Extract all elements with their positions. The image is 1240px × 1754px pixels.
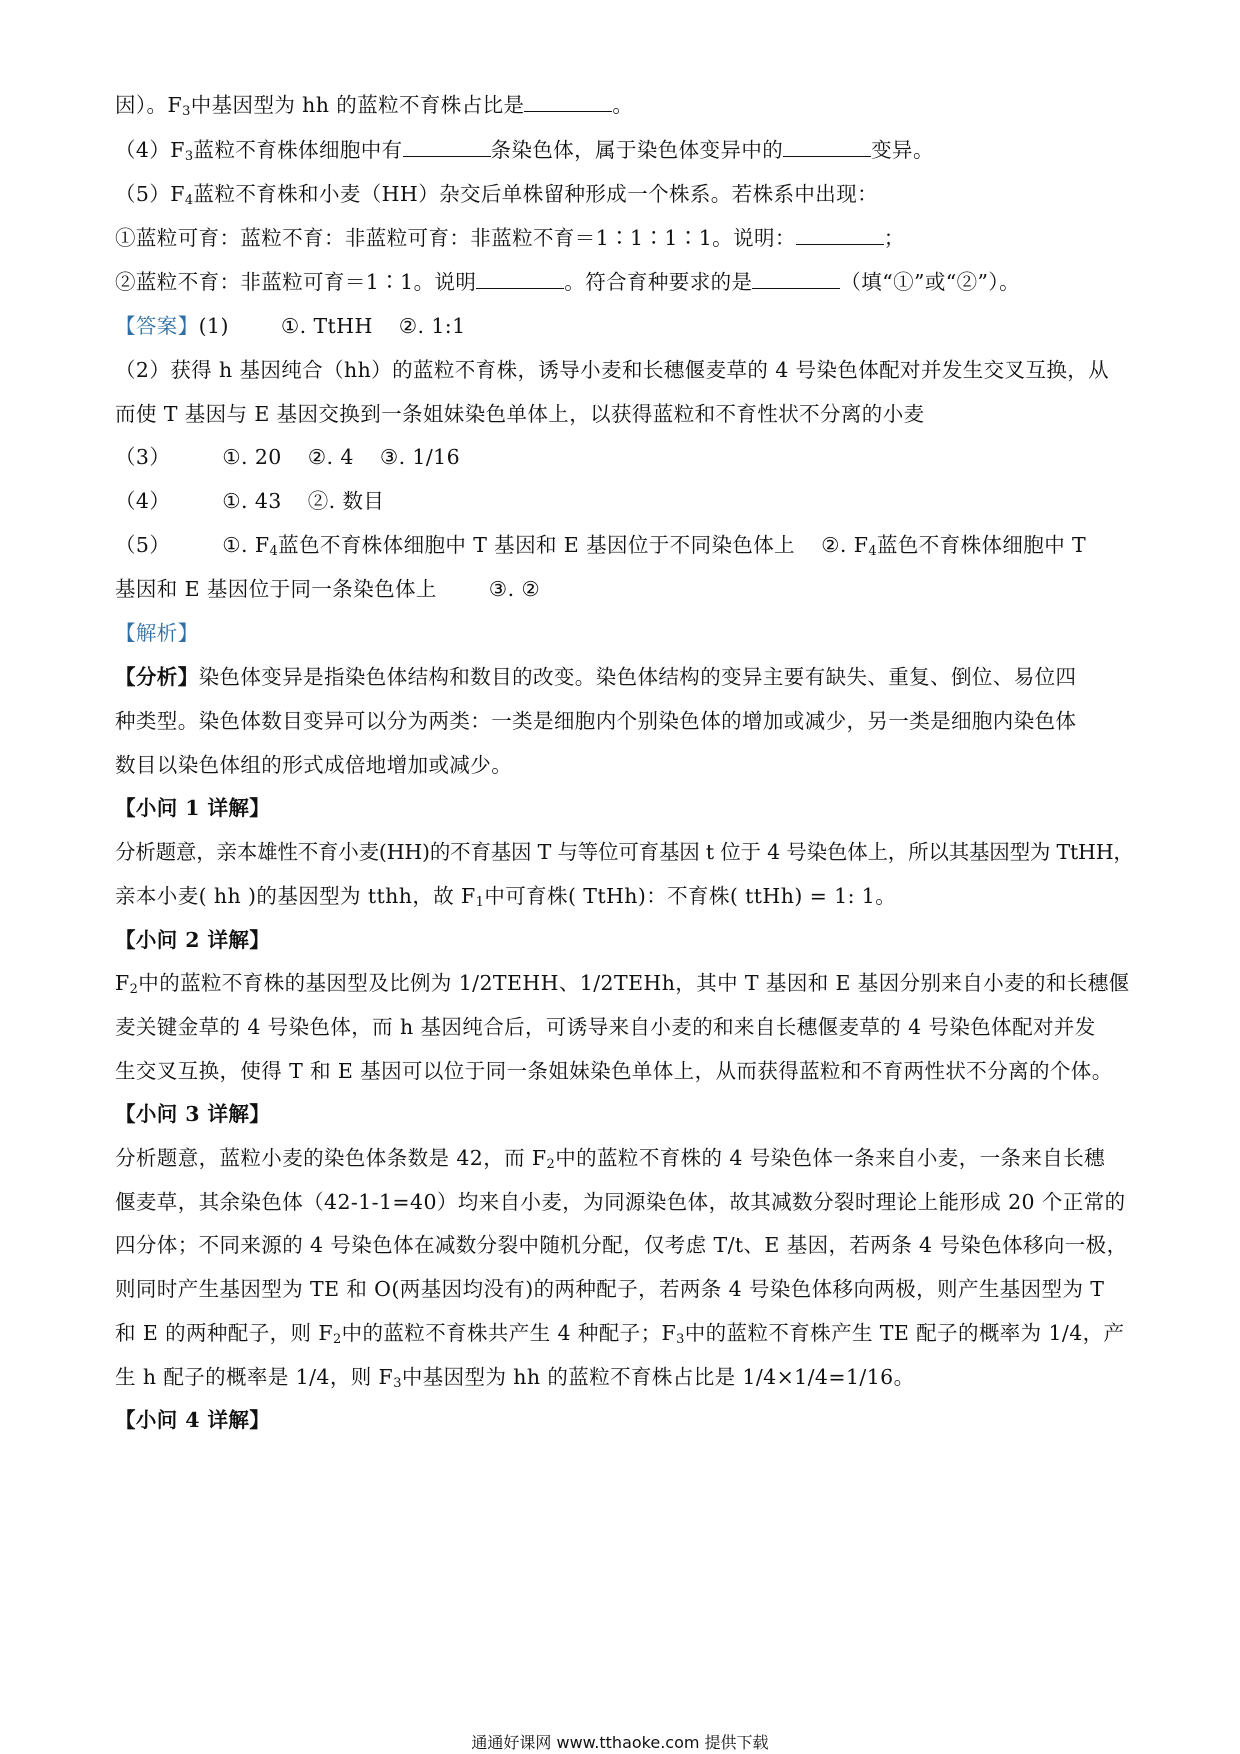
q3-line-6: 生 h 配子的概率是 1/4，则 $F_3$中基因型为 hh 的蓝粒不育株占比是 1/4×1/4=1/16。	[115, 1365, 915, 1391]
answer-tag: 【答案】	[115, 314, 199, 338]
answer-blank	[524, 93, 612, 112]
answer-line-2-cont: 而使 T 基因与 E 基因交换到一条姐妹染色单体上，以获得蓝粒和不育性状不分离的小麦	[115, 402, 925, 426]
page-footer: 通通好课网 www.tthaoke.com 提供下载	[471, 1733, 769, 1752]
question-line-3-end: 因）。$F_3$中基因型为 hh 的蓝粒不育株占比是 。	[115, 93, 634, 119]
q3-line-1: 分析题意，蓝粒小麦的染色体条数是 42，而 $F_2$中的蓝粒不育株的 4 号染色体一条来自小麦，一条来自长穗	[115, 1146, 1105, 1172]
answer-line-4: （4） ①. 43 ②. 数目	[115, 489, 385, 513]
question-5-option-2: ②蓝粒不育：非蓝粒可育＝1∶1。说明 。符合育种要求的是 （填“①”或“②”）。	[115, 270, 1020, 294]
q2-heading: 【小问 2 详解】	[115, 928, 271, 952]
q3-line-5: 和 E 的两种配子，则 $F_2$中的蓝粒不育株共产生 4 种配子；$F_3$中的蓝粒不育株产生 TE 配子的概率为 1/4，产	[115, 1321, 1125, 1347]
answer-blank	[476, 270, 564, 289]
answer-line-3: （3） ①. 20 ②. 4 ③. 1/16	[115, 445, 461, 469]
answer-line-5: （5） ①. $F_4$蓝色不育株体细胞中 T 基因和 E 基因位于不同染色体上 ②. $F_4$蓝色不育株体细胞中 T	[115, 533, 1087, 559]
answer-line-2: （2）获得 h 基因纯合（hh）的蓝粒不育株，诱导小麦和长穗偃麦草的 4 号染色体配对并发生交叉互换，从	[115, 358, 1110, 382]
answer-blank	[783, 138, 871, 157]
answer-blank	[752, 270, 840, 289]
question-4: $(4)F_3$蓝粒不育株体细胞中有 条染色体，属于染色体变异中的 变异。	[115, 138, 934, 164]
q2-line-1: $F_2$中的蓝粒不育株的基因型及比例为 1/2TEHH、1/2TEHh，其中 T 基因和 E 基因分别来自小麦的和长穗偃	[115, 971, 1130, 997]
q1-line-2: 亲本小麦( hh )的基因型为 tthh，故 $F_1$中可育株( TtHh)：不育株( ttHh) = 1: 1。	[115, 884, 897, 910]
answer-blank	[403, 138, 491, 157]
answer-blank	[796, 226, 884, 245]
analysis-para-1: 【分析】染色体变异是指染色体结构和数目的改变。染色体结构的变异主要有缺失、重复、倒位、易位四	[115, 665, 1077, 689]
analysis-para-2: 种类型。染色体数目变异可以分为两类：一类是细胞内个别染色体的增加或减少，另一类是细胞内染色体	[115, 709, 1077, 733]
q3-line-4: 则同时产生基因型为 TE 和 O(两基因均没有)的两种配子，若两条 4 号染色体移向两极，则产生基因型为 T	[115, 1277, 1105, 1301]
analysis-heading	[115, 618, 1135, 648]
q3-line-3: 四分体；不同来源的 4 号染色体在减数分裂中随机分配，仅考虑 T/t、E 基因，若两条 4 号染色体移向一极，	[115, 1233, 1128, 1257]
analysis-sub-tag: 【分析】	[115, 665, 199, 689]
q4-heading: 【小问 4 详解】	[115, 1408, 271, 1432]
analysis-tag: 【解析】	[115, 621, 199, 645]
q3-heading: 【小问 3 详解】	[115, 1102, 271, 1126]
q2-line-2: 麦关键金草的 4 号染色体，而 h 基因纯合后，可诱导来自小麦的和来自长穗偃麦草的 4 号染色体配对并发	[115, 1015, 1096, 1039]
q1-line-1: 分析题意，亲本雄性不育小麦(HH)的不育基因 T 与等位可育基因 t 位于 4 号染色体上，所以其基因型为 TtHH，	[115, 840, 1134, 864]
question-5: $(5)F_4$蓝粒不育株和小麦（HH）杂交后单株留种形成一个株系。若株系中出现：	[115, 182, 878, 208]
answer-line-1: 【答案】(1) ①. TtHH ②. 1:1	[115, 314, 466, 338]
q1-heading: 【小问 1 详解】	[115, 796, 271, 820]
q2-line-3: 生交叉互换，使得 T 和 E 基因可以位于同一条姐妹染色单体上，从而获得蓝粒和不育两性状不分离的个体。	[115, 1059, 1113, 1083]
q3-line-2: 偃麦草，其余染色体（42-1-1=40）均来自小麦，为同源染色体，故其减数分裂时理论上能形成 20 个正常的	[115, 1190, 1126, 1214]
question-5-option-1: ①蓝粒可育：蓝粒不育：非蓝粒可育：非蓝粒不育＝1∶1∶1∶1。说明： ；	[115, 226, 905, 250]
analysis-para-3: 数目以染色体组的形式成倍地增加或减少。	[115, 753, 513, 777]
answer-line-5-cont: 基因和 E 基因位于同一条染色体上 ③. ②	[115, 577, 541, 601]
